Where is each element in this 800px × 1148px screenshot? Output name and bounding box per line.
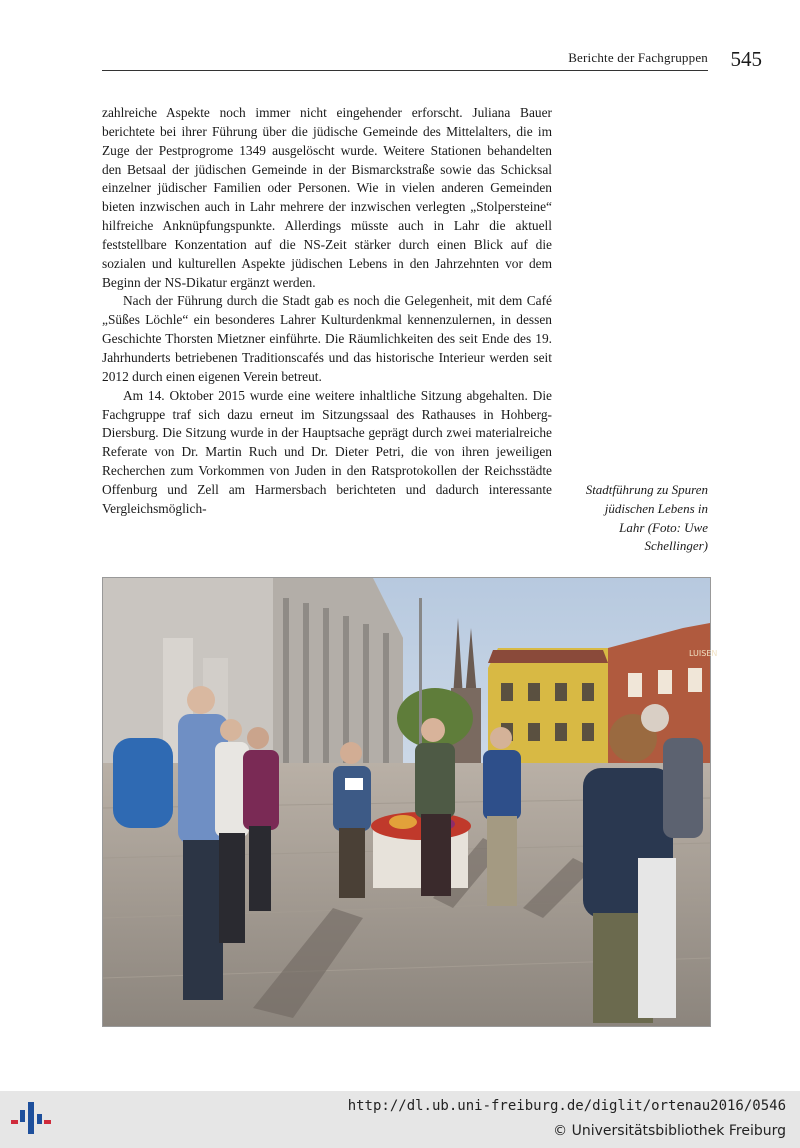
- university-library-logo: [11, 1102, 51, 1134]
- building-sign: LUISEN: [689, 649, 718, 658]
- body-text: [102, 104, 552, 519]
- paragraph: zahlreiche Aspekte noch immer nicht eingehender erforscht. Juliana Bauer berichtete bei ihrer Führung über die jüdische Gemeinde des Mittelalters, die im Zuge der Pestprogrome 1349 ausgelöscht wurde. Weitere Stationen behandelten den Betsaal der jüdischen Gemeinde in der Bismarckstraße sowie das Schicksal einzelner jüdischer Familien oder Personen. Wie in vielen anderen Gemeinden bieten inzwischen auch in Lahr mehrere der inzwischen verlegten „Stolpersteine“ hilfreiche Anknüpfungspunkte. Allerdings müsste auch in Lahr die aktuell feststellbare Konzentation auf die NS-Zeit stärker durch einen Blick auf die sozialen und kulturellen Aspekte jüdischen Lebens in den Jahrzehnten vor dem Beginn der NS-Dikatur ergänzt werden.: [102, 105, 552, 290]
- source-url[interactable]: http://dl.ub.uni-freiburg.de/diglit/ortenau2016/0546: [347, 1098, 786, 1114]
- header-rule: [102, 70, 708, 71]
- paragraph: Nach der Führung durch die Stadt gab es noch die Gelegenheit, mit dem Café „Süßes Löchle“ ein besonderes Lahrer Kulturdenkmal kennenzulernen, in dessen Geschichte Thorsten Mietzner einführte. Die Räumlichkeiten des seit Ende des 19. Jahrhunderts betriebenen Traditionscafés und das historische Interieur werden seit 2012 durch einen eigenen Verein betreut.: [102, 293, 552, 384]
- footer-bar: [0, 1091, 800, 1148]
- page-number: 545: [730, 47, 762, 71]
- running-header: Berichte der Fachgruppen: [568, 50, 708, 65]
- copyright-notice: © Universitätsbibliothek Freiburg: [553, 1123, 786, 1139]
- photo-caption: Stadtführung zu Spuren jüdischen Lebens in Lahr (Foto: Uwe Schellinger): [585, 482, 708, 554]
- paragraph: Am 14. Oktober 2015 wurde eine weitere inhaltliche Sitzung abgehalten. Die Fachgruppe traf sich dazu erneut im Sitzungssaal des Rathauses in Hohberg-Diersburg. Die Sitzung wurde in der Hauptsache geprägt durch zwei materialreiche Referate von Dr. Martin Ruch und Dr. Dieter Petri, die von ihren jeweiligen Recherchen zum Vorkommen von Juden in den Ratsprotokollen der Reichsstädte Offenburg und Zell am Harmersbach berichteten und dadurch interessante Vergleichsmöglich-: [102, 387, 552, 516]
- group-photo: [102, 577, 718, 1027]
